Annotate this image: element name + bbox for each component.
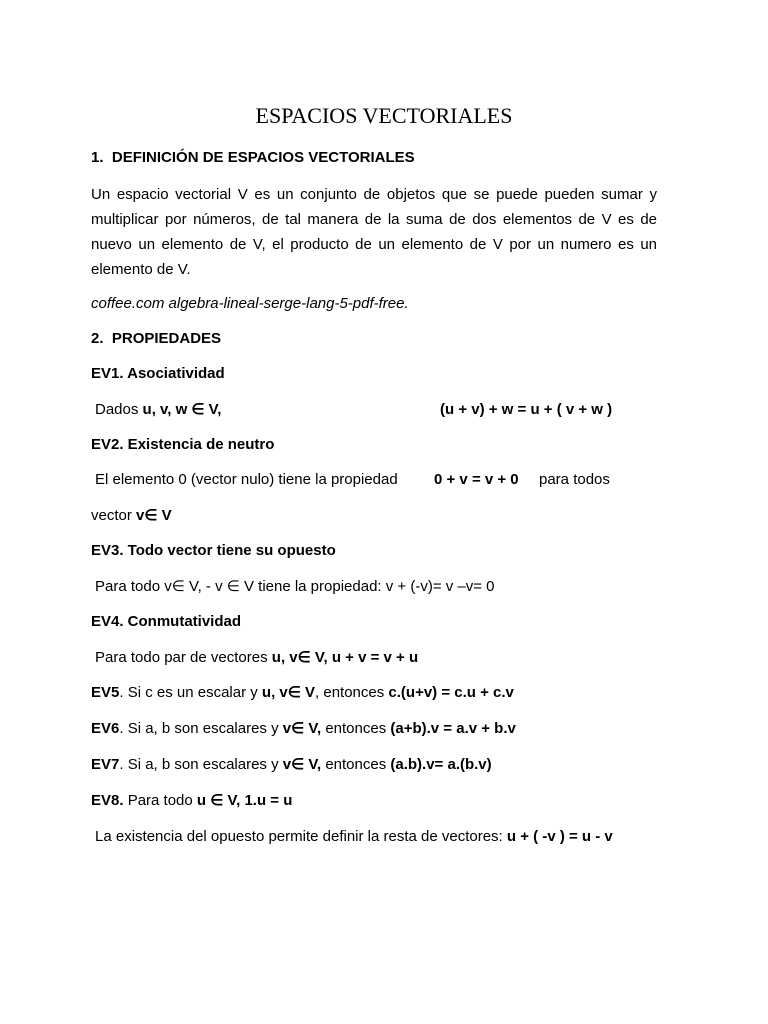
ev2-label: EV2. Existencia de neutro (91, 436, 275, 453)
section-1-heading (91, 146, 657, 170)
ev8-statement (91, 789, 657, 813)
ev7-text-2: entonces (321, 756, 391, 773)
ev7-statement (91, 753, 657, 777)
definition-paragraph: Un espacio vectorial V es un conjunto de objetos que se puede pueden sumar y multiplicar por números, de tal manera de la suma de dos elementos de V es de nuevo un elemento de V, el producto de un elemento de V por un numero es un elemento de V. (91, 186, 657, 278)
ev2-line2-bold: v∈ V (136, 507, 172, 524)
ev4-formula: u, v∈ V, u + v = v + u (271, 649, 419, 666)
section-2-number: 2. (91, 330, 104, 347)
ev8-text-1: Para todo (123, 792, 197, 809)
ev5-text-1: . Si c es un escalar y (119, 684, 262, 701)
ev8-label: EV8. (91, 792, 124, 809)
ev4-label: EV4. Conmutatividad (91, 613, 242, 630)
ev2-formula: 0 + v = v + 0 (434, 471, 519, 488)
ev3-heading (91, 539, 657, 563)
ev3-statement: Para todo v∈ V, - v ∈ V tiene la propiedad: v + (-v)= v –v= 0 (95, 578, 495, 595)
closing-text: La existencia del opuesto permite definir la resta de vectores: (95, 828, 507, 845)
ev1-formula: (u + v) + w = u + ( v + w ) (440, 401, 613, 418)
closing-formula: u + ( -v ) = u - v (506, 828, 613, 845)
ev4-heading (91, 610, 657, 634)
ev6-text-2: entonces (321, 720, 391, 737)
ev1-statement (95, 398, 661, 422)
ev4-statement (95, 646, 661, 670)
section-1-title: DEFINICIÓN DE ESPACIOS VECTORIALES (111, 149, 415, 166)
ev1-text: Dados (95, 401, 143, 418)
ev3-label: EV3. Todo vector tiene su opuesto (91, 542, 336, 559)
ev6-vector: v∈ V, (282, 720, 322, 737)
ev7-vector: v∈ V, (282, 756, 322, 773)
source-citation: coffee.com algebra-lineal-serge-lang-5-pdf-free. (91, 295, 409, 312)
ev8-formula: u ∈ V, 1.u = u (196, 792, 293, 809)
ev2-after: para todos (539, 471, 610, 488)
ev7-formula: (a.b).v= a.(b.v) (390, 756, 492, 773)
ev4-text: Para todo par de vectores (95, 649, 272, 666)
ev7-label: EV7 (91, 756, 120, 773)
ev7-text-1: . Si a, b son escalares y (119, 756, 283, 773)
ev5-text-2: , entonces (315, 684, 389, 701)
ev2-heading (91, 433, 657, 457)
section-2-heading (91, 327, 657, 351)
closing-statement (95, 825, 661, 849)
ev5-formula: c.(u+v) = c.u + c.v (388, 684, 514, 701)
ev6-formula: (a+b).v = a.v + b.v (390, 720, 516, 737)
ev6-text-1: . Si a, b son escalares y (119, 720, 283, 737)
document-title: ESPACIOS VECTORIALES (255, 103, 513, 128)
ev2-statement (95, 468, 661, 492)
ev2-line2-text: vector (91, 507, 137, 524)
ev2-statement-cont (91, 504, 657, 528)
ev5-vectors: u, v∈ V (261, 684, 316, 701)
section-1-number: 1. (91, 149, 104, 166)
ev1-heading (91, 362, 657, 386)
ev2-text: El elemento 0 (vector nulo) tiene la propiedad (95, 471, 398, 488)
ev5-label: EV5 (91, 684, 120, 701)
ev1-label: EV1. Asociatividad (91, 365, 225, 382)
ev6-statement (91, 717, 657, 741)
ev6-label: EV6 (91, 720, 120, 737)
ev5-statement (91, 681, 657, 705)
ev1-vectors: u, v, w ∈ V, (142, 401, 222, 418)
section-2-title: PROPIEDADES (111, 330, 222, 347)
